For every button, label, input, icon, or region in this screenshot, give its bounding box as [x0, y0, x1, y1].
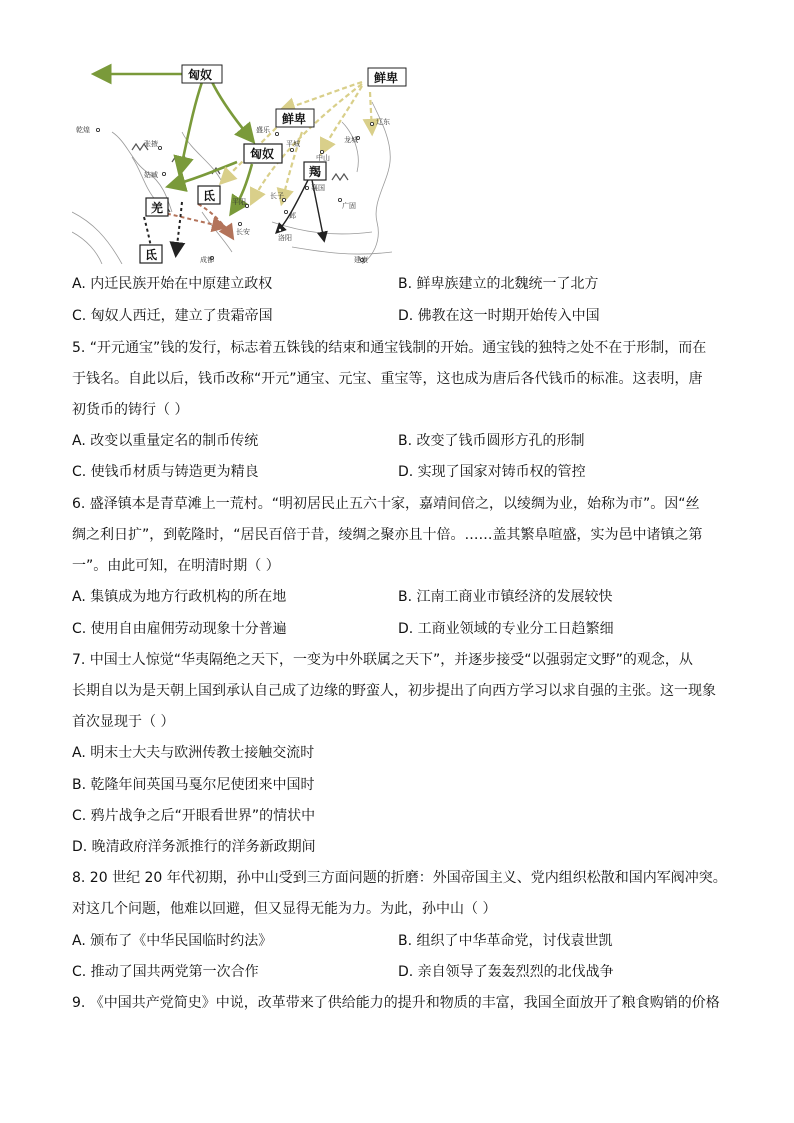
- label-xianbei-top: 鲜卑: [374, 71, 399, 85]
- place-zhangye: 张掖: [144, 140, 158, 148]
- place-pingyang: 平阳: [232, 198, 246, 206]
- q6-stem-line1: 6. 盛泽镇本是青草滩上一荒村。“明初居民止五六十家，嘉靖间倍之，以绫绸为业，始称为市”。因“丝: [72, 496, 700, 512]
- label-xiongnu-mid: 匈奴: [250, 147, 275, 161]
- q7-stem-line2: 长期自以为是天朝上国到承认自己成了边缘的野蛮人，初步提出了向西方学习以求自强的主张。这一现象: [72, 683, 716, 699]
- q4-option-d: D. 佛教在这一时期开始传入中国: [398, 308, 600, 324]
- q6-stem-line2: 绸之利日扩”，到乾隆时，“居民百倍于昔，绫绸之聚亦且十倍。……盖其繁阜喧盛，实为邑中诸镇之第: [72, 527, 703, 543]
- q8-option-c: C. 推动了国共两党第一次合作: [72, 964, 259, 980]
- place-chengdu: 成都: [200, 256, 214, 264]
- place-jiankang: 建康: [354, 256, 368, 264]
- place-changzi: 长子: [270, 192, 284, 200]
- q7-stem-line3: 首次显现于（ ）: [72, 714, 175, 730]
- q5-option-b: B. 改变了钱币圆形方孔的形制: [398, 433, 585, 449]
- map-terrain: [72, 102, 392, 264]
- place-guzang: 姑臧: [144, 171, 158, 179]
- city-dots: [96, 122, 373, 261]
- q7-stem-line1: 7. 中国士人惊觉“华夷隔绝之天下，一变为中外联属之天下”，并逐步接受“以强弱定文野”的观念，从: [72, 652, 693, 668]
- xiongnu-routes: [96, 74, 252, 212]
- q8-stem-line2: 对这几个问题，他难以回避，但又显得无能为力。为此，孙中山（ ）: [72, 901, 497, 917]
- place-qianhuang: 乾煌: [76, 126, 90, 134]
- q5-option-c: C. 使钱币材质与铸造更为精良: [72, 464, 259, 480]
- q5-stem-line3: 初货币的铸行（ ）: [72, 402, 189, 418]
- place-changan: 长安: [236, 228, 250, 236]
- place-xiangguo: 襄国: [311, 184, 325, 192]
- q6-option-b: B. 江南工商业市镇经济的发展较快: [398, 589, 613, 605]
- q9-stem-line1: 9. 《中国共产党简史》中说，改革带来了供给能力的提升和物质的丰富，我国全面放开了粮食购销的价格: [72, 995, 720, 1011]
- q4-option-b: B. 鲜卑族建立的北魏统一了北方: [398, 276, 599, 292]
- label-qiang: 羌: [151, 201, 164, 215]
- label-di-upper: 氐: [203, 189, 216, 203]
- place-luoyang: 洛阳: [278, 234, 292, 242]
- q4-option-a: A. 内迁民族开始在中原建立政权: [72, 276, 273, 292]
- place-ye: 邺: [289, 212, 296, 220]
- q6-option-a: A. 集镇成为地方行政机构的所在地: [72, 589, 287, 605]
- label-xiongnu-top: 匈奴: [188, 68, 213, 82]
- place-liaodong: 辽东: [376, 118, 390, 126]
- place-longcheng: 龙城: [344, 136, 358, 144]
- label-xianbei-mid: 鲜卑: [282, 112, 307, 126]
- label-di-lower: 氐: [145, 248, 158, 262]
- q5-stem-line1: 5. “开元通宝”钱的发行，标志着五铢钱的结束和通宝钱制的开始。通宝钱的独特之处不在于形制，而在: [72, 340, 707, 356]
- q7-option-c: C. 鸦片战争之后“开眼看世界”的情状中: [72, 808, 316, 824]
- migration-map: [72, 62, 416, 264]
- q7-option-a: A. 明末士大夫与欧洲传教士接触交流时: [72, 745, 315, 761]
- place-shengle: 盛乐: [256, 126, 270, 134]
- label-jie: 羯: [309, 165, 322, 179]
- q7-option-b: B. 乾隆年间英国马戛尔尼使团来中国时: [72, 777, 315, 793]
- place-guangu: 广固: [342, 202, 356, 210]
- place-pingcheng: 平城: [286, 140, 300, 148]
- q6-option-d: D. 工商业领域的专业分工日趋繁细: [398, 621, 614, 637]
- place-names: [76, 117, 390, 264]
- q8-option-a: A. 颁布了《中华民国临时约法》: [72, 933, 273, 949]
- q7-option-d: D. 晚清政府洋务派推行的洋务新政期间: [72, 839, 316, 855]
- q8-option-d: D. 亲自领导了轰轰烈烈的北伐战争: [398, 964, 614, 980]
- q8-stem-line1: 8. 20 世纪 20 年代初期，孙中山受到三方面问题的折磨：外国帝国主义、党内组织松散和国内军阀冲突。: [72, 870, 727, 886]
- ethnic-boxes: [140, 65, 406, 263]
- q5-option-d: D. 实现了国家对铸币权的管控: [398, 464, 586, 480]
- q6-option-c: C. 使用自由雇佣劳动现象十分普遍: [72, 621, 287, 637]
- q5-stem-line2: 于钱名。自此以后，钱币改称“开元”通宝、元宝、重宝等，这也成为唐后各代钱币的标准。这表明，唐: [72, 371, 703, 387]
- place-zhongshan: 中山: [316, 154, 330, 162]
- q4-option-c: C. 匈奴人西迁，建立了贵霜帝国: [72, 308, 273, 324]
- q6-stem-line3: 一”。由此可知，在明清时期（ ）: [72, 558, 280, 574]
- q8-option-b: B. 组织了中华革命党，讨伐袁世凯: [398, 933, 613, 949]
- q5-option-a: A. 改变以重量定名的制币传统: [72, 433, 259, 449]
